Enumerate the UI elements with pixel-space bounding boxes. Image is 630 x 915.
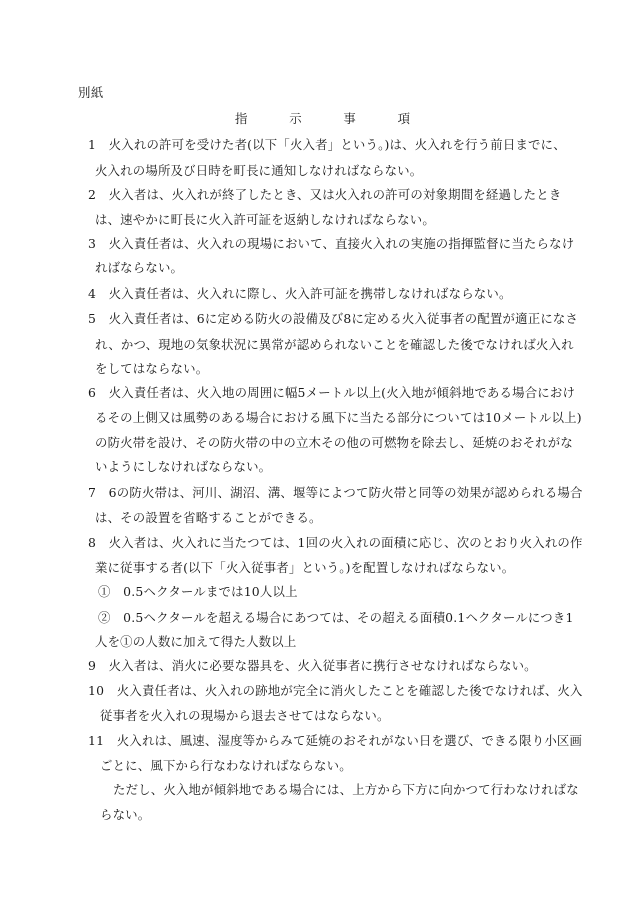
- item-8-line-1: 8 火入者は、火入れに当たつては、1回の火入れの面積に応じ、次のとおり火入れの作: [88, 535, 583, 550]
- item-8-sub-2-line-1: ② 0.5ヘクタールを超える場合にあつては、その超える面積0.1ヘクタールにつき1: [98, 610, 574, 625]
- item-6-line-1: 6 火入責任者は、火入地の周囲に幅5メートル以上(火入地が傾斜地である場合におけ: [88, 385, 576, 400]
- item-11-line-2: ごとに、風下から行なわなければならない。: [100, 758, 352, 773]
- title-char: 事: [343, 111, 356, 126]
- item-1-line-1: 1 火入れの許可を受けた者(以下「火入者」という。)は、火入れを行う前日までに、: [88, 137, 566, 152]
- title-char: 指: [235, 111, 248, 126]
- item-10-line-2: 従事者を火入れの現場から退去させてはならない。: [100, 708, 390, 723]
- item-6-line-4: いようにしなければならない。: [95, 459, 272, 474]
- item-6-line-3: の防火帯を設け、その防火帯の中の立木その他の可燃物を除去し、延焼のおそれがな: [95, 435, 573, 450]
- item-8-sub-2-line-2: 人を①の人数に加えて得た人数以上: [95, 634, 297, 649]
- title-char: 項: [397, 111, 410, 126]
- item-11-line-1: 11 火入れは、風速、湿度等からみて延焼のおそれがない日を選び、できる限り小区画: [88, 733, 583, 748]
- item-1-line-2: 火入れの場所及び日時を町長に通知しなければならない。: [95, 163, 423, 178]
- item-9-line-1: 9 火入者は、消火に必要な器具を、火入従事者に携行させなければならない。: [88, 658, 537, 673]
- item-8-line-2: 業に従事する者(以下「火入従事者」という。)を配置しなければならない。: [95, 560, 515, 575]
- item-4-line-1: 4 火入責任者は、火入れに際し、火入許可証を携帯しなければならない。: [88, 286, 512, 301]
- title-char: 示: [289, 111, 302, 126]
- item-5-line-1: 5 火入責任者は、6に定める防火の設備及び8に定める火入従事者の配置が適正になさ: [88, 311, 579, 326]
- item-8-sub-1: ① 0.5ヘクタールまでは10人以上: [98, 584, 298, 599]
- item-11-proviso-line-1: ただし、火入地が傾斜地である場合には、上方から下方に向かつて行わなければな: [113, 782, 579, 797]
- attachment-label: 別紙: [78, 85, 104, 100]
- item-2-line-2: は、速やかに町長に火入許可証を返納しなければならない。: [95, 212, 435, 227]
- document-title: [235, 109, 410, 127]
- item-5-line-3: をしてはならない。: [95, 361, 209, 376]
- item-3-line-1: 3 火入責任者は、火入れの現場において、直接火入れの実施の指揮監督に当たらなけ: [88, 236, 575, 251]
- item-10-line-1: 10 火入責任者は、火入れの跡地が完全に消火したことを確認した後でなければ、火入: [88, 683, 583, 698]
- item-7-line-2: は、その設置を省略することができる。: [95, 510, 322, 525]
- item-5-line-2: れ、かつ、現地の気象状況に異常が認められないことを確認した後でなければ火入れ: [95, 337, 574, 352]
- item-3-line-2: ればならない。: [95, 260, 184, 275]
- item-2-line-1: 2 火入者は、火入れが終了したとき、又は火入れの許可の対象期間を経過したとき: [88, 187, 562, 202]
- item-11-proviso-line-2: らない。: [100, 807, 151, 822]
- item-7-line-1: 7 6の防火帯は、河川、湖沼、溝、堰等によつて防火帯と同等の効果が認められる場合: [88, 485, 583, 500]
- item-6-line-2: るその上側又は風勢のある場合における風下に当たる部分については10メートル以上): [95, 410, 582, 425]
